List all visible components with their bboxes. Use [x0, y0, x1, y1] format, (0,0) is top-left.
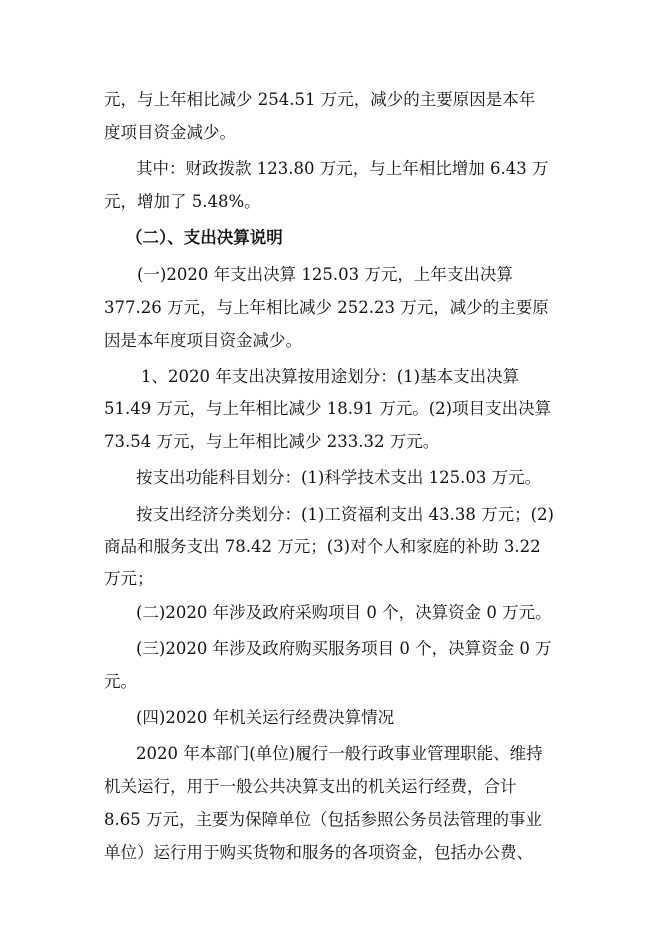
paragraph-line: (二)2020 年涉及政府采购项目 0 个，决算资金 0 万元。 [136, 603, 552, 622]
paragraph-line: 按支出经济分类划分：(1)工资福利支出 43.38 万元；(2) [136, 505, 554, 524]
paragraph-line: 8.65 万元，主要为保障单位（包括参照公务员法管理的事业 [104, 810, 542, 829]
section-heading: （二）、支出决算说明 [126, 228, 283, 247]
paragraph-line: 其中：财政拨款 123.80 万元，与上年相比增加 6.43 万 [136, 159, 549, 178]
paragraph-line: (一)2020 年支出决算 125.03 万元，上年支出决算 [137, 265, 513, 284]
paragraph-line: 万元； [104, 569, 154, 588]
paragraph-line: (四)2020 年机关运行经费决算情况 [136, 708, 395, 727]
paragraph-line: 元，增加了 5.48%。 [104, 192, 261, 211]
paragraph-line: 商品和服务支出 78.42 万元；(3)对个人和家庭的补助 3.22 [104, 537, 541, 556]
paragraph-line: 元，与上年相比减少 254.51 万元，减少的主要原因是本年 [104, 90, 536, 109]
paragraph-line: 度项目资金减少。 [104, 123, 236, 142]
paragraph-line: 1、2020 年支出决算按用途划分：(1)基本支出决算 [141, 367, 520, 386]
paragraph-line: 因是本年度项目资金减少。 [104, 331, 302, 350]
paragraph-line: 51.49 万元，与上年相比减少 18.91 万元。(2)项目支出决算 [104, 399, 552, 418]
paragraph-line: 73.54 万元，与上年相比减少 233.32 万元。 [104, 432, 440, 451]
paragraph-line: (三)2020 年涉及政府购买服务项目 0 个，决算资金 0 万 [136, 639, 552, 658]
paragraph-line: 单位）运行用于购买货物和服务的各项资金，包括办公费、 [104, 843, 533, 862]
paragraph-line: 机关运行，用于一般公共决算支出的机关运行经费，合计 [104, 777, 517, 796]
paragraph-line: 377.26 万元，与上年相比减少 252.23 万元，减少的主要原 [104, 298, 549, 317]
paragraph-line: 元。 [104, 672, 137, 691]
paragraph-line: 按支出功能科目划分：(1)科学技术支出 125.03 万元。 [136, 468, 542, 487]
paragraph-line: 2020 年本部门(单位)履行一般行政事业管理职能、维持 [136, 744, 543, 763]
